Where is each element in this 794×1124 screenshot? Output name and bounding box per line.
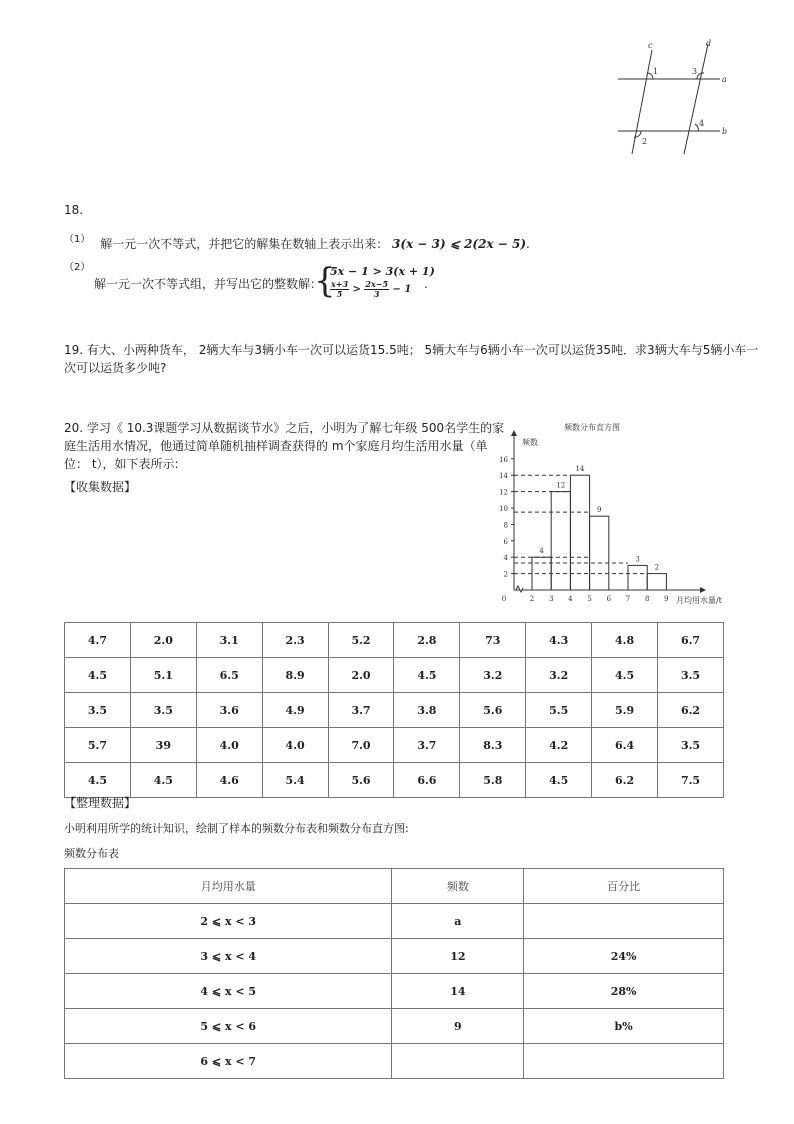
q18-part2-text: 解一元一次不等式组，并写出它的整数解：	[94, 277, 323, 291]
data-cell: 3.5	[65, 693, 131, 728]
freq-cell: a	[392, 904, 524, 939]
data-cell: 6.2	[592, 763, 658, 798]
histogram-bar	[532, 557, 551, 590]
data-cell: 3.6	[196, 693, 262, 728]
q18-part1-text: 解一元一次不等式，并把它的解集在数轴上表示出来：	[100, 237, 389, 251]
table-row	[65, 763, 724, 798]
freq-header: 频数	[392, 869, 524, 904]
freq-cell: 5 ⩽ x < 6	[65, 1009, 392, 1044]
histogram-bar	[551, 492, 570, 590]
data-cell: 3.2	[526, 658, 592, 693]
line-label-d: d	[706, 39, 712, 48]
data-cell: 3.5	[130, 693, 196, 728]
x-axis-title: 月均用水量/t	[676, 596, 722, 605]
y-tick-label: 12	[499, 488, 508, 497]
x-tick-label: 7	[625, 595, 631, 603]
data-cell: 5.2	[328, 623, 394, 658]
table-row	[65, 623, 724, 658]
y-tick-label: 6	[503, 537, 508, 546]
q18-part2-end: .	[424, 277, 428, 291]
line-label-b: b	[722, 127, 728, 136]
data-cell: 2.0	[130, 623, 196, 658]
freq-cell: 4 ⩽ x < 5	[65, 974, 392, 1009]
x-tick-label: 0	[501, 595, 507, 603]
q18-part1-label: （1）	[64, 234, 91, 245]
x-tick-label: 6	[606, 595, 612, 603]
q20-line1: 20. 学习《 10.3课题学习从数据谈节水》之后，小明为了解七年级 500名学生的家	[64, 421, 505, 435]
histogram-bar	[628, 565, 647, 590]
freq-cell	[524, 1044, 724, 1079]
y-tick-label: 8	[503, 521, 508, 530]
data-cell: 4.2	[526, 728, 592, 763]
data-cell: 2.3	[262, 623, 328, 658]
bar-value-label: 9	[596, 506, 602, 515]
data-cell: 3.8	[394, 693, 460, 728]
x-tick-label: 2	[529, 595, 535, 603]
axis-break-mark	[516, 586, 523, 592]
freq-table-title: 频数分布表	[64, 847, 119, 860]
table-row	[65, 1009, 724, 1044]
eq2-left-denominator: 5	[336, 289, 343, 299]
data-cell: 5.6	[328, 763, 394, 798]
x-tick-label: 3	[548, 595, 554, 603]
table-row	[65, 658, 724, 693]
histogram-bar	[590, 516, 609, 590]
y-axis-arrow	[511, 430, 517, 436]
freq-header: 百分比	[524, 869, 724, 904]
data-cell: 4.3	[526, 623, 592, 658]
data-cell: 5.8	[460, 763, 526, 798]
eq2-tail: − 1	[392, 284, 412, 295]
q18-part1	[64, 234, 530, 256]
angle-label-2: 2	[642, 137, 648, 146]
bar-value-label: 2	[654, 563, 660, 572]
freq-cell	[392, 1044, 524, 1079]
data-cell: 4.6	[196, 763, 262, 798]
data-cell: 39	[130, 728, 196, 763]
data-cell: 7.5	[658, 763, 724, 798]
system-brace: {	[314, 261, 336, 301]
x-axis-arrow	[700, 587, 706, 593]
data-cell: 2.0	[328, 658, 394, 693]
angle-label-4: 4	[699, 119, 705, 128]
data-cell: 4.5	[130, 763, 196, 798]
line-label-a: a	[722, 75, 727, 84]
data-cell: 6.7	[658, 623, 724, 658]
x-tick-label: 4	[568, 595, 573, 603]
data-cell: 4.5	[592, 658, 658, 693]
x-tick-label: 8	[644, 595, 650, 603]
data-cell: 3.7	[394, 728, 460, 763]
y-tick-label: 16	[499, 455, 508, 464]
freq-cell: 3 ⩽ x < 4	[65, 939, 392, 974]
raw-data-table	[64, 622, 724, 798]
data-cell: 8.3	[460, 728, 526, 763]
bar-value-label: 4	[539, 547, 544, 556]
data-cell: 5.1	[130, 658, 196, 693]
data-cell: 5.5	[526, 693, 592, 728]
freq-cell: 12	[392, 939, 524, 974]
q18-number: 18.	[64, 203, 84, 217]
q18-part2-label: （2）	[64, 262, 91, 273]
data-cell: 4.8	[592, 623, 658, 658]
y-tick-label: 14	[499, 472, 508, 481]
table-row	[65, 1044, 724, 1079]
data-cell: 5.4	[262, 763, 328, 798]
table-row	[65, 974, 724, 1009]
data-cell: 4.9	[262, 693, 328, 728]
frequency-table	[64, 868, 724, 1079]
angle-label-1: 1	[653, 67, 659, 76]
data-cell: 4.5	[394, 658, 460, 693]
data-cell: 3.1	[196, 623, 262, 658]
data-cell: 5.7	[65, 728, 131, 763]
data-cell: 5.6	[460, 693, 526, 728]
data-cell: 4.0	[262, 728, 328, 763]
histogram-bar	[570, 475, 589, 590]
data-cell: 8.9	[262, 658, 328, 693]
data-cell: 7.0	[328, 728, 394, 763]
q19-line1: 19. 有大、小两种货车， 2辆大车与3辆小车一次可以运货15.5吨； 5辆大车与6辆小车一次可以运货35吨．求3辆大车与5辆小车一	[64, 343, 759, 357]
data-cell: 5.9	[592, 693, 658, 728]
q20-line2: 庭生活用水情况，他通过简单随机抽样调查获得的 m个家庭月均生活用水量（单	[64, 439, 488, 453]
data-cell: 4.7	[65, 623, 131, 658]
freq-cell: 2 ⩽ x < 3	[65, 904, 392, 939]
bar-value-label: 12	[556, 481, 566, 490]
y-tick-label: 4	[503, 554, 508, 563]
data-cell: 4.5	[65, 658, 131, 693]
q20-line3: 位： t），如下表所示:	[64, 457, 179, 471]
freq-cell: 6 ⩽ x < 7	[65, 1044, 392, 1079]
eq2-left-numerator: x+3	[331, 279, 349, 289]
freq-cell: 28%	[524, 974, 724, 1009]
bar-value-label: 14	[575, 465, 585, 474]
freq-cell: 9	[392, 1009, 524, 1044]
data-cell: 4.5	[65, 763, 131, 798]
bar-value-label: 3	[635, 555, 640, 564]
data-cell: 2.8	[394, 623, 460, 658]
q18-part1-end: .	[526, 237, 530, 251]
line-label-c: c	[648, 41, 653, 50]
data-cell: 3.2	[460, 658, 526, 693]
data-cell: 6.2	[658, 693, 724, 728]
parallel-lines-figure	[612, 36, 732, 158]
freq-cell	[524, 904, 724, 939]
x-tick-label: 5	[587, 595, 592, 603]
data-cell: 4.0	[196, 728, 262, 763]
freq-cell: 24%	[524, 939, 724, 974]
organize-data-label: 【整理数据】	[64, 796, 137, 810]
q18-part2	[64, 262, 90, 284]
eq2-right-numerator: 2x−5	[365, 279, 389, 289]
collect-data-label: 【收集数据】	[64, 480, 137, 494]
freq-cell: 14	[392, 974, 524, 1009]
q18-part2-eq2	[330, 280, 411, 299]
data-cell: 6.4	[592, 728, 658, 763]
x-tick-label: 9	[664, 595, 669, 603]
q18-part2-eq1: 5x − 1 > 3(x + 1)	[330, 265, 435, 278]
data-cell: 3.7	[328, 693, 394, 728]
eq2-right-denominator: 3	[373, 289, 380, 299]
data-cell: 6.6	[394, 763, 460, 798]
organize-text: 小明利用所学的统计知识，绘制了样本的频数分布表和频数分布直方图:	[64, 822, 409, 835]
y-axis-title: 频数	[522, 438, 538, 447]
eq2-operator: >	[352, 284, 361, 295]
freq-header: 月均用水量	[65, 869, 392, 904]
q19-line2: 次可以运货多少吨?	[64, 361, 167, 375]
data-cell: 6.5	[196, 658, 262, 693]
angle-label-3: 3	[692, 67, 698, 76]
table-row	[65, 693, 724, 728]
data-cell: 3.5	[658, 728, 724, 763]
y-tick-label: 10	[499, 505, 508, 513]
data-cell: 4.5	[526, 763, 592, 798]
freq-cell: b%	[524, 1009, 724, 1044]
table-row	[65, 939, 724, 974]
table-row	[65, 904, 724, 939]
frequency-histogram	[494, 420, 732, 610]
y-tick-label: 2	[503, 570, 508, 579]
data-cell: 3.5	[658, 658, 724, 693]
histogram-title: 频数分布直方图	[564, 423, 620, 432]
q18-part1-math: 3(x − 3) ⩽ 2(2x − 5)	[392, 237, 527, 251]
table-row	[65, 728, 724, 763]
data-cell: 73	[460, 623, 526, 658]
histogram-bar	[647, 574, 666, 590]
